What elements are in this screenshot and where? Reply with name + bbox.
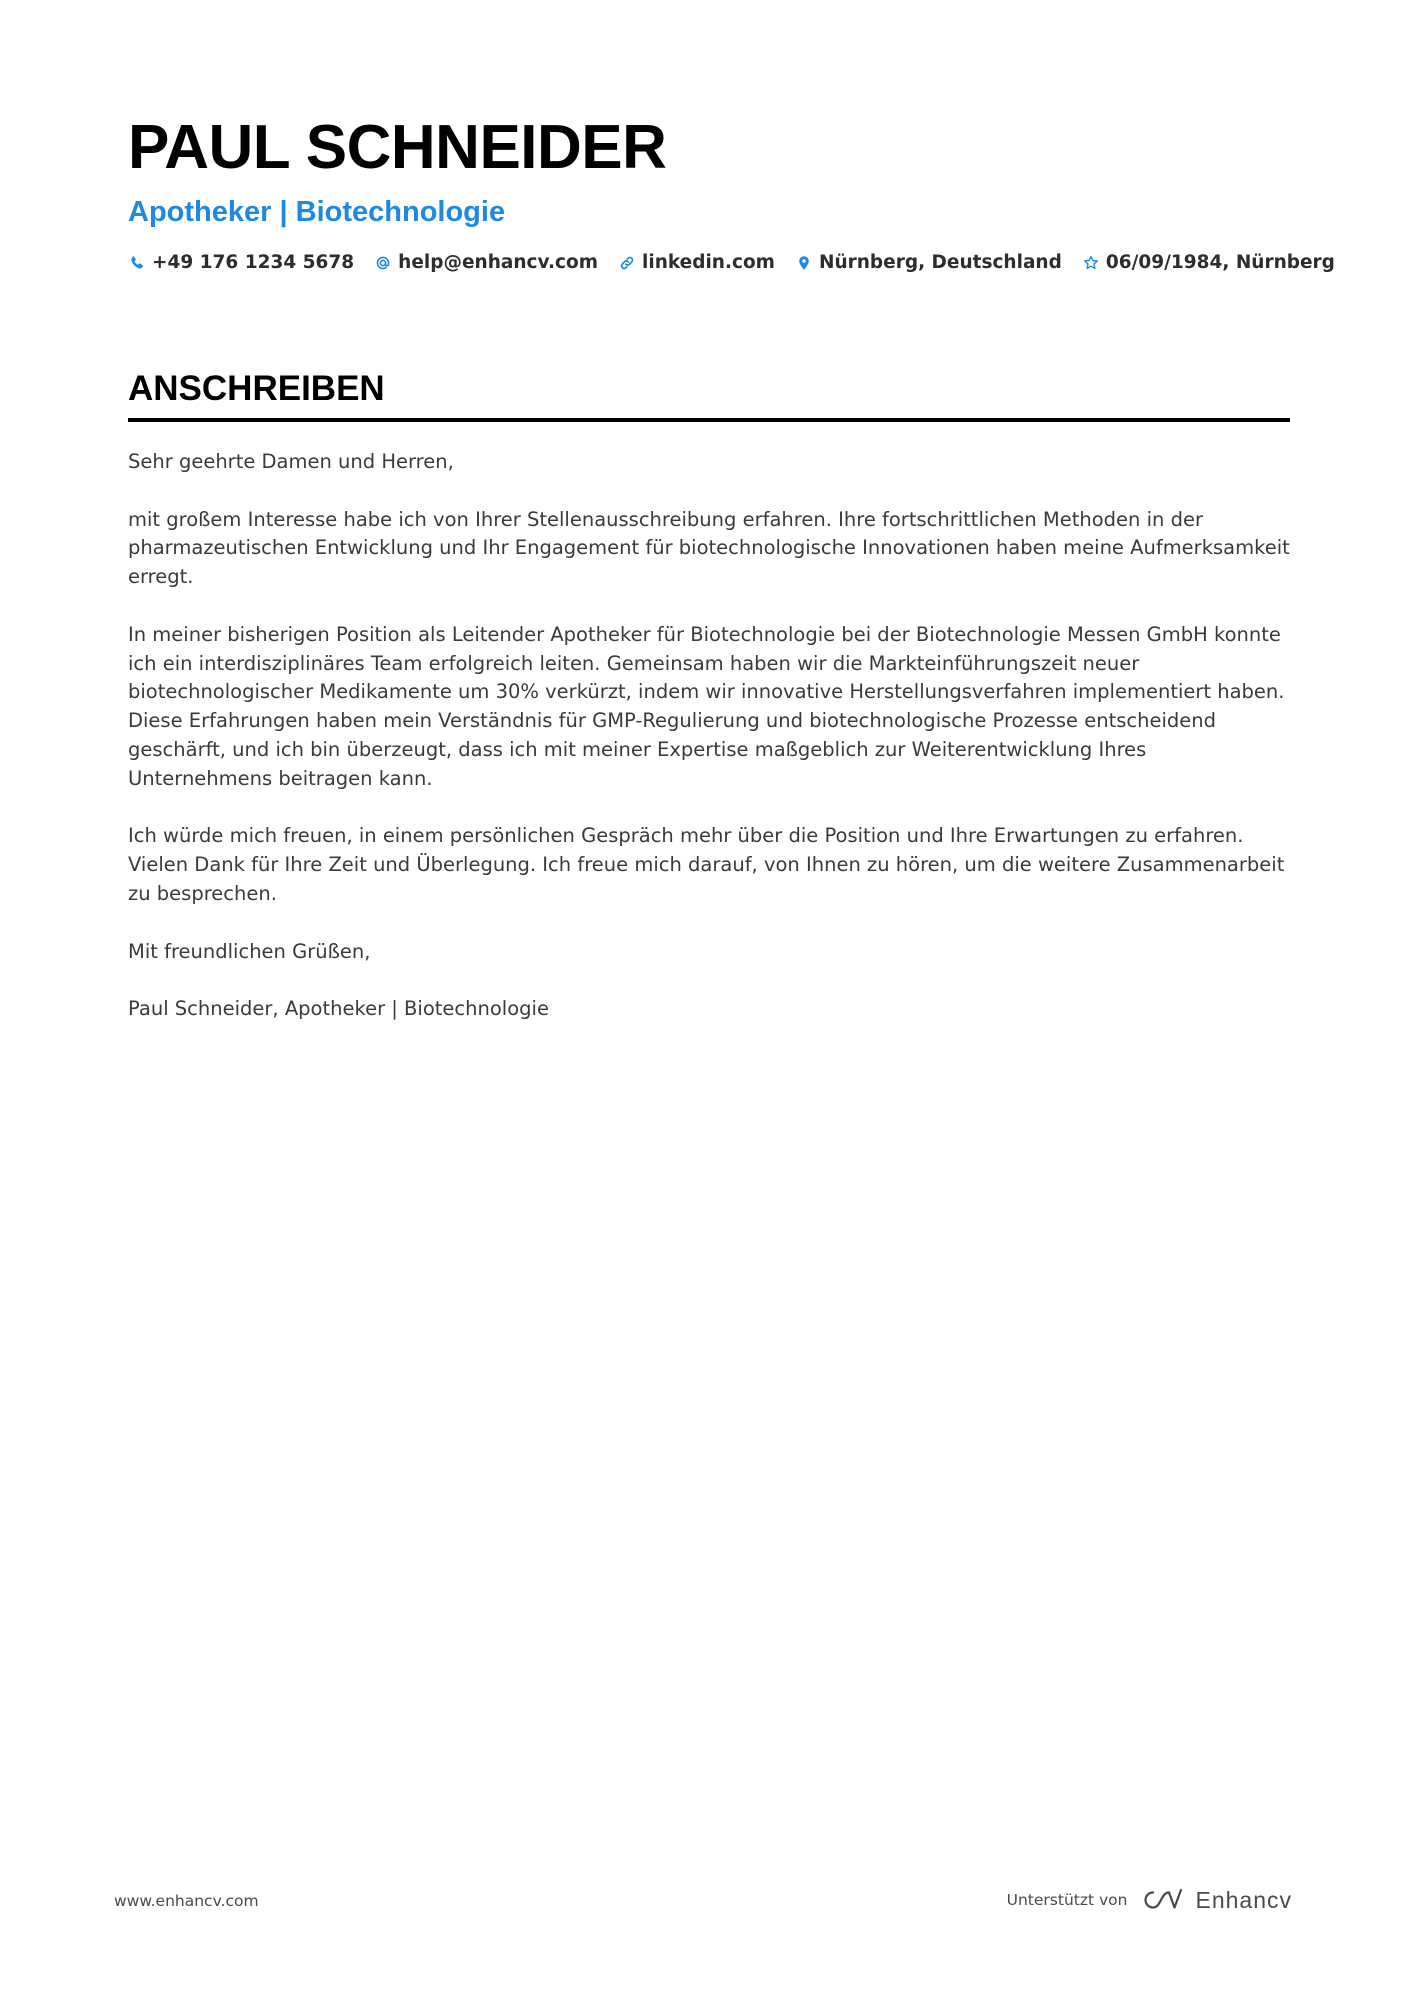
letter-paragraph: mit großem Interesse habe ich von Ihrer Stellenausschreibung erfahren. Ihre fortschrittlichen Methoden in der pharmazeutischen Entwicklung und Ihr Engagement für biotechnologische Innovationen haben meine Aufmerksamkeit erregt. — [128, 507, 1290, 589]
footer-website[interactable]: www.enhancv.com — [114, 1892, 259, 1910]
star-icon — [1082, 254, 1100, 272]
powered-by-label: Unterstützt von — [1006, 1891, 1128, 1909]
header — [128, 108, 1335, 273]
letter-salutation: Sehr geehrte Damen und Herren, — [128, 450, 454, 473]
enhancv-logo-icon — [1139, 1886, 1185, 1914]
letter-body — [128, 448, 1290, 1024]
letter-paragraph: Ich würde mich freuen, in einem persönlichen Gespräch mehr über die Position und Ihre Erwartungen zu erfahren. Vielen Dank für Ihre Zeit und Überlegung. Ich freue mich darauf, von Ihnen zu hören, um die weitere Zusammenarbeit zu besprechen. — [128, 824, 1285, 905]
contact-linkedin[interactable] — [618, 252, 775, 273]
contact-email-text: help@enhancv.com — [398, 252, 599, 273]
contact-phone-text: +49 176 1234 5678 — [152, 252, 355, 273]
cover-letter-section — [128, 366, 1290, 1053]
contact-linkedin-text: linkedin.com — [642, 252, 775, 273]
contact-location-text: Nürnberg, Deutschland — [818, 252, 1062, 273]
phone-icon — [128, 254, 146, 272]
candidate-title: Apotheker | Biotechnologie — [128, 196, 506, 228]
candidate-name: PAUL SCHNEIDER — [128, 113, 667, 182]
letter-closing: Mit freundlichen Grüßen, — [128, 939, 371, 963]
contact-phone — [128, 252, 354, 273]
letter-signature: Paul Schneider, Apotheker | Biotechnologie — [128, 997, 549, 1021]
section-divider — [128, 418, 1290, 422]
contact-email[interactable] — [374, 252, 598, 273]
contact-birth — [1082, 252, 1335, 273]
at-icon — [374, 254, 392, 272]
contact-birth-text: 06/09/1984, Nürnberg — [1105, 252, 1335, 273]
section-title: ANSCHREIBEN — [128, 369, 385, 408]
location-pin-icon — [795, 254, 813, 272]
letter-paragraph: In meiner bisherigen Position als Leitender Apotheker für Biotechnologie bei der Biotechnologie Messen GmbH konnte ich ein interdisziplinäres Team erfolgreich leiten. Gemeinsam haben wir die Markteinführungszeit neuer biotechnologischer Medikamente um 30% verkürzt, indem wir innovative Herstellungsverfahren implementiert haben. Diese Erfahrungen haben mein Verständnis für GMP-Regulierung und biotechnologische Prozesse entscheidend geschärft, und ich bin überzeugt, dass ich mit meiner Expertise maßgeblich zur Weiterentwicklung Ihres Unternehmens beitragen kann. — [128, 622, 1285, 790]
link-icon — [618, 254, 636, 272]
footer-branding — [1007, 1886, 1292, 1914]
brand-name: Enhancv — [1195, 1886, 1292, 1913]
contact-bar — [128, 252, 1335, 273]
contact-location — [795, 252, 1062, 273]
